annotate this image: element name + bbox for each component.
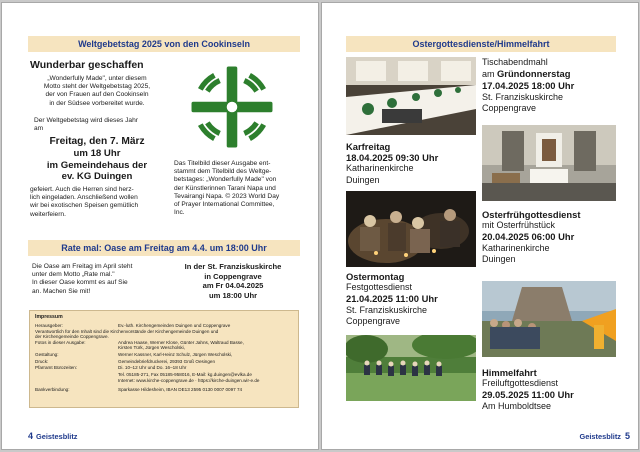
event-details [28,136,166,183]
oase-place-line: um 18:00 Uhr [208,290,258,300]
gd-date: 17.04.2025 18:00 Uhr [482,80,575,92]
intro-text [30,75,164,108]
of-date: 20.04.2025 06:00 Uhr [482,231,575,243]
oase-line: an. Machen Sie mit! [32,287,91,295]
om-date: 21.04.2025 11:00 Uhr [346,293,438,305]
impressum-row: Herausgeber: Ev.-luth. Kirchengemeinden Duingen und Coppengrave [35,323,231,328]
intro-line: der von Frauen auf den Cookinseln [45,91,149,99]
om-line: Coppengrave [346,315,401,326]
gd-line: am Gründonnerstag [482,68,571,80]
left-page [1,2,319,450]
banner-ostergottesdienste: Ostergottesdienste/Himmelfahrt [346,36,616,52]
oase-place [168,262,298,300]
oase-place-line: am Fr 04.04.2025 [202,281,264,291]
of-line: Duingen [482,253,516,264]
impressum-row: Pfarramt Bürozeiten: Di. 10–12 Uhr und Do. 16–18 Uhr [35,365,187,371]
photo-outdoor-crowd [482,281,616,357]
afterword-text [30,186,164,219]
photo-tischabendmahl [346,57,476,135]
caption-line: Das Titelbild dieser Ausgabe ent- [174,160,271,167]
banner-weltgebetstag: Weltgebetstag 2025 von den Cookinseln [28,36,300,52]
footer-right [580,431,631,441]
footer-brand: Geistesblitz [36,432,78,441]
gd-line: St. Franziskuskirche [482,91,564,102]
event-date: Freitag, den 7. März [49,136,145,147]
impressum-row: Gestaltung: Werner Kassner, Karl-Heinz Schulz, Jürgen Wescholski, [35,352,233,357]
gd-line: Coppengrave [482,102,537,113]
hf-date: 29.05.2025 11:00 Uhr [482,389,574,401]
oase-line: unter dem Motto „Rate mal." [32,271,115,279]
footer-brand: Geistesblitz [579,432,621,441]
weltgebetstag-logo [188,63,276,151]
oase-place-line: in Coppengrave [204,271,262,281]
caption-line: betstages: „Wonderfully Made" von [174,176,277,184]
ostermontag-text [346,271,438,327]
afterword-line: weiterfeiern. [30,210,66,218]
of-line: mit Osterfrühstück [482,220,556,231]
photo-candles [346,191,476,267]
kf-line: Duingen [346,174,380,185]
oase-text [32,263,162,296]
caption-line: stammt dem Titelbild des Weltge- [174,168,272,176]
impressum-box: Impressum Herausgeber: Ev.-luth. Kirchengemeinden Duingen und Coppengrave Verantwortlich für den Inhalt sind die Kirchenvorstände der Kirchengemeinde Duingen und der Kirchengemeinde Coppengrave. Fotos in dieser Ausgabe: Andrea Haase, Werner Klose, Günter Jahns, Waltraud Basse, Kirsten Türk, Jürgen Wescholski, Gestaltung: Werner Kassner, Karl-Heinz Schulz, Jürgen Wescholski, Druck: Gemeindebriefdruckerei, 29393 Groß Oesingen Pfarramt Bürozeiten: Di. 10–12 Uhr und Do. 16–18 Uhr Tel. 05185-271, Fax 05185-958016, E-Mail: kg.duingen@evlka.de Internet: www.kirche-coppengrave.de · https://kirche-duingen.wir-e.de Bankverbindung: Sparkasse Hildesheim, IBAN DE13 2595 0130 0007 0097 74 [29,310,299,408]
karfreitag-text [346,141,438,186]
of-title: Osterfrühgottesdienst [482,209,581,220]
banner-rate-mal: Rate mal: Oase am Freitag am 4.4. um 18:00 Uhr [28,240,300,256]
caption-line: Inc. [174,209,185,217]
gd-weekday: Gründonnerstag [497,68,571,80]
osterfrueh-text [482,209,580,265]
celebrated-line: Der Weltgebetstag wird dieses Jahr [34,117,138,124]
oase-line: In dieser Oase kommt es auf Sie [32,279,128,287]
caption-line: der Künstlerinnen Tarani Napa und [174,184,276,192]
kf-title: Karfreitag [346,141,391,152]
impressum-row: der Kirchengemeinde Coppengrave. [35,334,109,340]
intro-line: in der Südsee vorbereitet wurde. [49,99,145,107]
photo-humboldtsee [346,335,476,401]
om-title: Ostermontag [346,271,405,282]
photo-altar [482,125,616,201]
event-place-2: ev. KG Duingen [61,171,133,183]
om-line: Festgottesdienst [346,282,413,293]
oase-place-line: In der St. Franziskuskirche [184,262,282,271]
kf-date: 18.04.2025 09:30 Uhr [346,152,439,164]
hf-line: Am Humboldtsee [482,400,552,411]
celebrated-line: am [34,125,44,133]
afterword-line: lich eingeladen. Anschließend wollen [30,194,138,202]
impressum-row: Druck: Gemeindebriefdruckerei, 29393 Groß Oesingen [35,358,216,364]
logo-caption [174,160,300,217]
intro-line: „Wonderfully Made", unter diesem [47,75,147,82]
om-line: St. Franziskuskirche [346,304,428,315]
page-number: 5 [624,431,630,441]
event-place: im Gemeindehaus der [46,159,148,171]
kf-line: Katharinenkirche [346,163,414,174]
heading-wunderbar: Wunderbar geschaffen [30,59,144,71]
impressum-row: Fotos in dieser Ausgabe: Andrea Haase, Werner Klose, Günter Jahns, Waltraud Basse, [35,339,244,345]
himmelfahrt-text [482,367,574,412]
afterword-line: gefeiert. Auch die Herren sind herz- [30,186,134,193]
intro-line: Motto steht der Weltgebetstag 2025, [43,83,151,91]
celebrated-text [34,117,168,133]
impressum-title: Impressum [35,314,63,320]
gruendonnerstag-text [482,57,574,114]
hf-title: Himmelfahrt [482,367,537,378]
impressum-row: Bankverbindung: Sparkasse Hildesheim, IBAN DE13 2595 0130 0007 0097 74 [35,387,243,392]
gd-line: Tischabendmahl [482,57,548,67]
right-page [321,2,639,450]
afterword-line: wir bei exotischen Speisen gemütlich [30,202,139,210]
caption-line: Tevairangi Napa. © 2023 World Day [174,192,280,200]
hf-line: Freiluftgottesdienst [482,378,559,389]
caption-line: of Prayer International Committee, [174,201,275,209]
oase-line: Die Oase am Freitag im April steht [32,263,133,270]
page-number: 4 [28,431,34,441]
impressum-row: Verantwortlich für den Inhalt sind die Kirchenvorstände der Kirchengemeinde Duingen und [35,328,219,334]
of-line: Katharinenkirche [482,242,550,253]
footer-left [28,431,78,441]
event-time: um 18 Uhr [73,147,121,159]
